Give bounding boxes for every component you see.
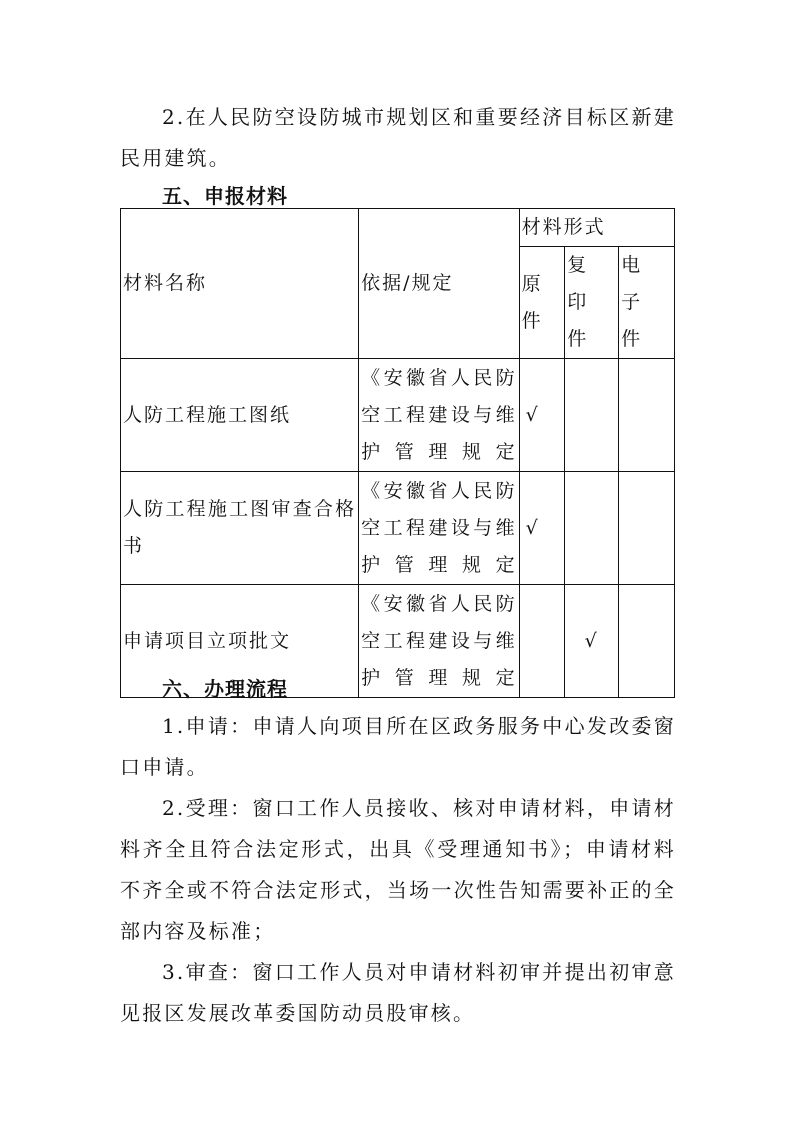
header-original: 原件: [519, 247, 565, 359]
intro-item-2: 2.在人民防空设防城市规划区和重要经济目标区新建民用建筑。: [120, 105, 676, 170]
header-copy-line2: 件: [567, 328, 589, 350]
row-3-electronic: [619, 585, 675, 698]
header-material-form: 材料形式: [519, 209, 674, 247]
table-row: [121, 359, 675, 472]
row-1-copy: [565, 359, 619, 472]
process-step-2: 2.受理：窗口工作人员接收、核对申请材料，申请材料齐全且符合法定形式，出具《受理通知书》；申请材料不齐全或不符合法定形式，当场一次性告知需要补正的全部内容及标准；: [120, 796, 676, 943]
row-2-copy: [565, 472, 619, 585]
row-1-electronic: [619, 359, 675, 472]
header-copy-line1: 复 印: [567, 254, 610, 313]
row-2-original: √: [519, 472, 565, 585]
row-2-electronic: [619, 472, 675, 585]
row-1-original: √: [519, 359, 565, 472]
section-6-heading: 六、办理流程: [162, 677, 288, 701]
header-electronic: [619, 247, 675, 359]
row-1-name: 人防工程施工图纸: [121, 359, 359, 472]
row-3-basis: 《安徽省人民防空工程建设与维护管理规定: [359, 585, 520, 698]
header-basis: 依据/规定: [359, 209, 520, 359]
header-electronic-line2: 件: [621, 328, 643, 350]
row-3-name: 申请项目立项批文: [121, 585, 359, 698]
header-copy: [565, 247, 619, 359]
process-step-1: 1.申请：申请人向项目所在区政务服务中心发改委窗口申请。: [120, 714, 676, 779]
row-2-name: 人防工程施工图审查合格书: [121, 472, 359, 585]
row-3-original: [519, 585, 565, 698]
row-1-basis: 《安徽省人民防空工程建设与维护管理规定: [359, 359, 520, 472]
row-3-copy: √: [565, 585, 619, 698]
table-header-row: [121, 209, 675, 247]
materials-table: [120, 208, 675, 698]
header-material-name: 材料名称: [121, 209, 359, 359]
table-row: [121, 472, 675, 585]
row-2-basis: 《安徽省人民防空工程建设与维护管理规定: [359, 472, 520, 585]
header-electronic-line1: 电 子: [621, 254, 664, 313]
process-step-3: 3.审查：窗口工作人员对申请材料初审并提出初审意见报区发展改革委国防动员股审核。: [120, 960, 676, 1025]
section-5-heading: 五、申报材料: [162, 184, 288, 208]
